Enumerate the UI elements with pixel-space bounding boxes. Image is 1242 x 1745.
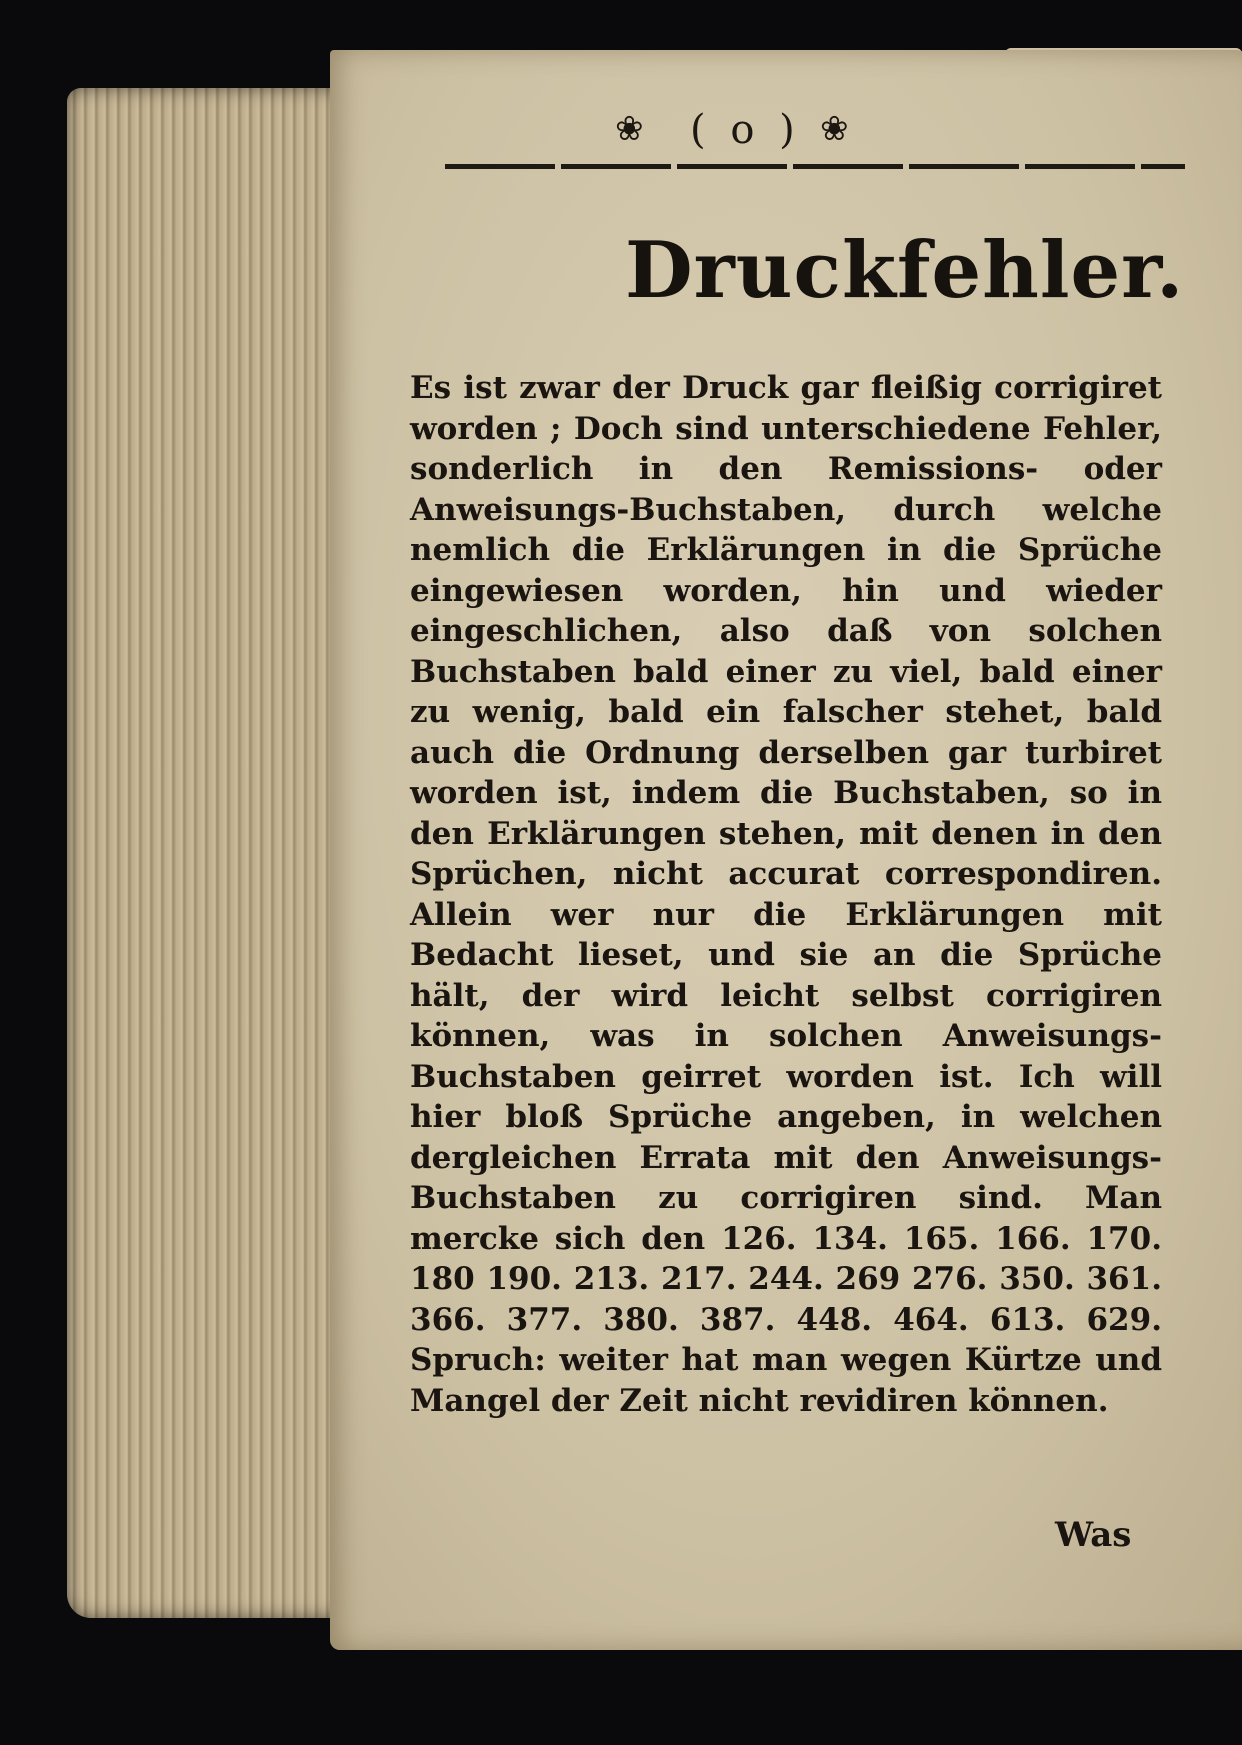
errata-paragraph: Es ist zwar der Druck gar fleißig corrigiret worden ; Doch sind unterschiedene Fehler, sonderlich in den Remissions- oder Anweisungs-Buchstaben, durch welche nemlich die Erklärungen in die Sprüche eingewiesen worden, hin und wieder eingeschlichen, also daß von solchen Buchstaben bald einer zu viel, bald einer zu wenig, bald ein falscher stehet, bald auch die Ordnung derselben gar turbiret worden ist, indem die Buchstaben, so in den Erklärungen stehen, mit denen in den Sprüchen, nicht accurat correspondiren. Allein wer nur die Erklärungen mit Bedacht lieset, und sie an die Sprüche hält, der wird leicht selbst corrigiren können, was in solchen Anweisungs-Buchstaben geirret worden ist. Ich will hier bloß Sprüche angeben, in welchen dergleichen Errata mit den Anweisungs-Buchstaben zu corrigiren sind. Man mercke sich den 126. 134. 165. 166. 170. 180 190. 213. 217. 244. 269 276. 350. 361. 366. 377. 380. 387. 448. 464. 613. 629. Spruch: weiter hat man wegen Kürtze und Mangel der Zeit nicht revidiren können. <box>410 370 1162 1419</box>
ornament-right-icon: ❀ <box>820 109 849 149</box>
page-title: Druckfehler. <box>625 225 1185 316</box>
header-rule <box>445 164 1185 169</box>
page-number: ( o ) <box>690 107 801 153</box>
catchword: Was <box>1055 1515 1132 1555</box>
ornament-left-icon: ❀ <box>615 109 644 149</box>
page-stack-left <box>67 88 367 1618</box>
page-header <box>390 105 990 165</box>
